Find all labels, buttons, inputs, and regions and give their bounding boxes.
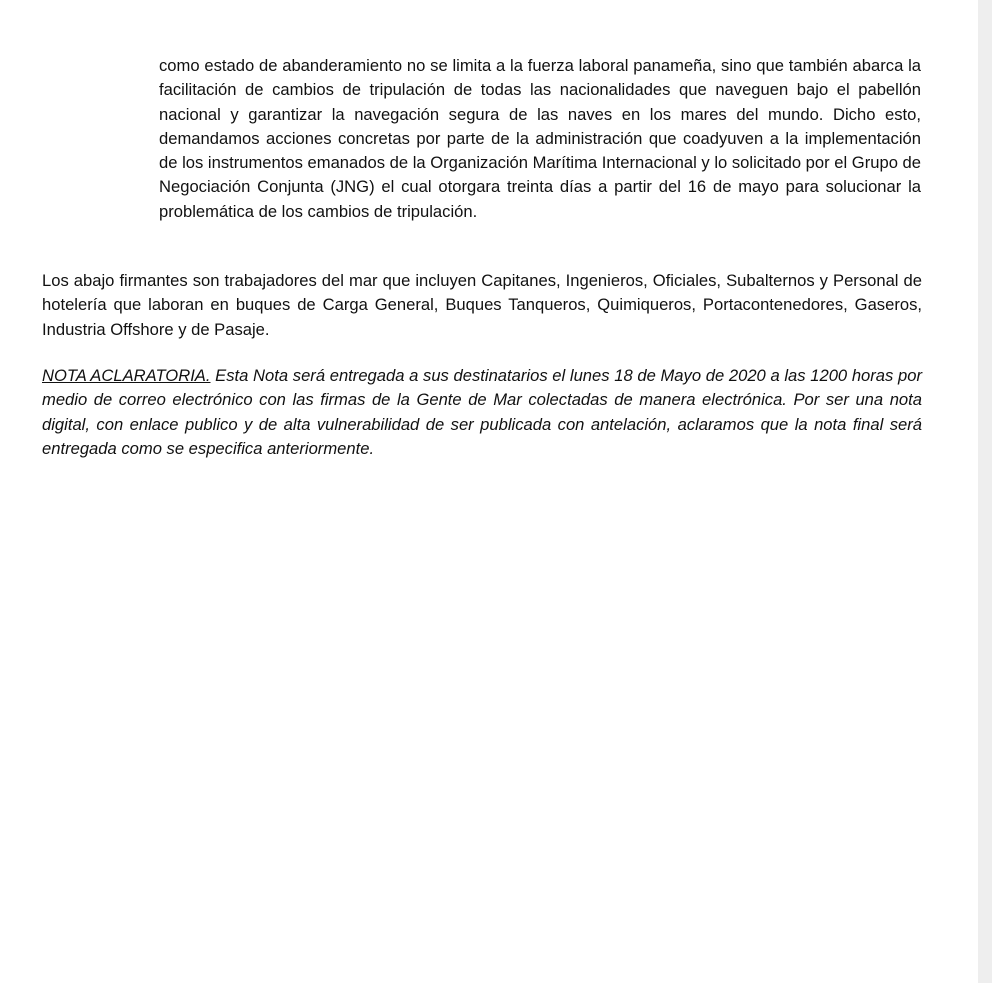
body-paragraph-1: como estado de abanderamiento no se limita a la fuerza laboral panameña, sino que también abarca la facilitación de cambios de tripulación de todas las nacionalidades que naveguen bajo el pabellón nacional y garantizar la navegación segura de las naves en los mares del mundo. Dicho esto, demandamos acciones concretas por parte de la administración que coadyuven a la implementación de los instrumentos emanados de la Organización Marítima Internacional y lo solicitado por el Grupo de Negociación Conjunta (JNG) el cual otorgara treinta días a partir del 16 de mayo para solucionar la problemática de los cambios de tripulación. [159, 56, 921, 221]
note-text: Esta Nota será entregada a sus destinatarios el lunes 18 de Mayo de 2020 a las 1200 horas por medio de correo electrónico con las firmas de la Gente de Mar colectadas de manera electrónica. Por ser una nota digital, con enlace publico y de alta vulnerabilidad de ser publicada con antelación, aclaramos que la nota final será entregada como se especifica anteriormente. [42, 366, 922, 458]
body-paragraph-2: Los abajo firmantes son trabajadores del mar que incluyen Capitanes, Ingenieros, Oficiales, Subalternos y Personal de hotelería que laboran en buques de Carga General, Buques Tanqueros, Quimiqueros, Portacontenedores, Gaseros, Industria Offshore y de Pasaje. [42, 271, 922, 339]
note-label: NOTA ACLARATORIA. [42, 366, 211, 385]
side-scroll-gutter [978, 0, 992, 983]
clarifying-note [42, 364, 922, 461]
